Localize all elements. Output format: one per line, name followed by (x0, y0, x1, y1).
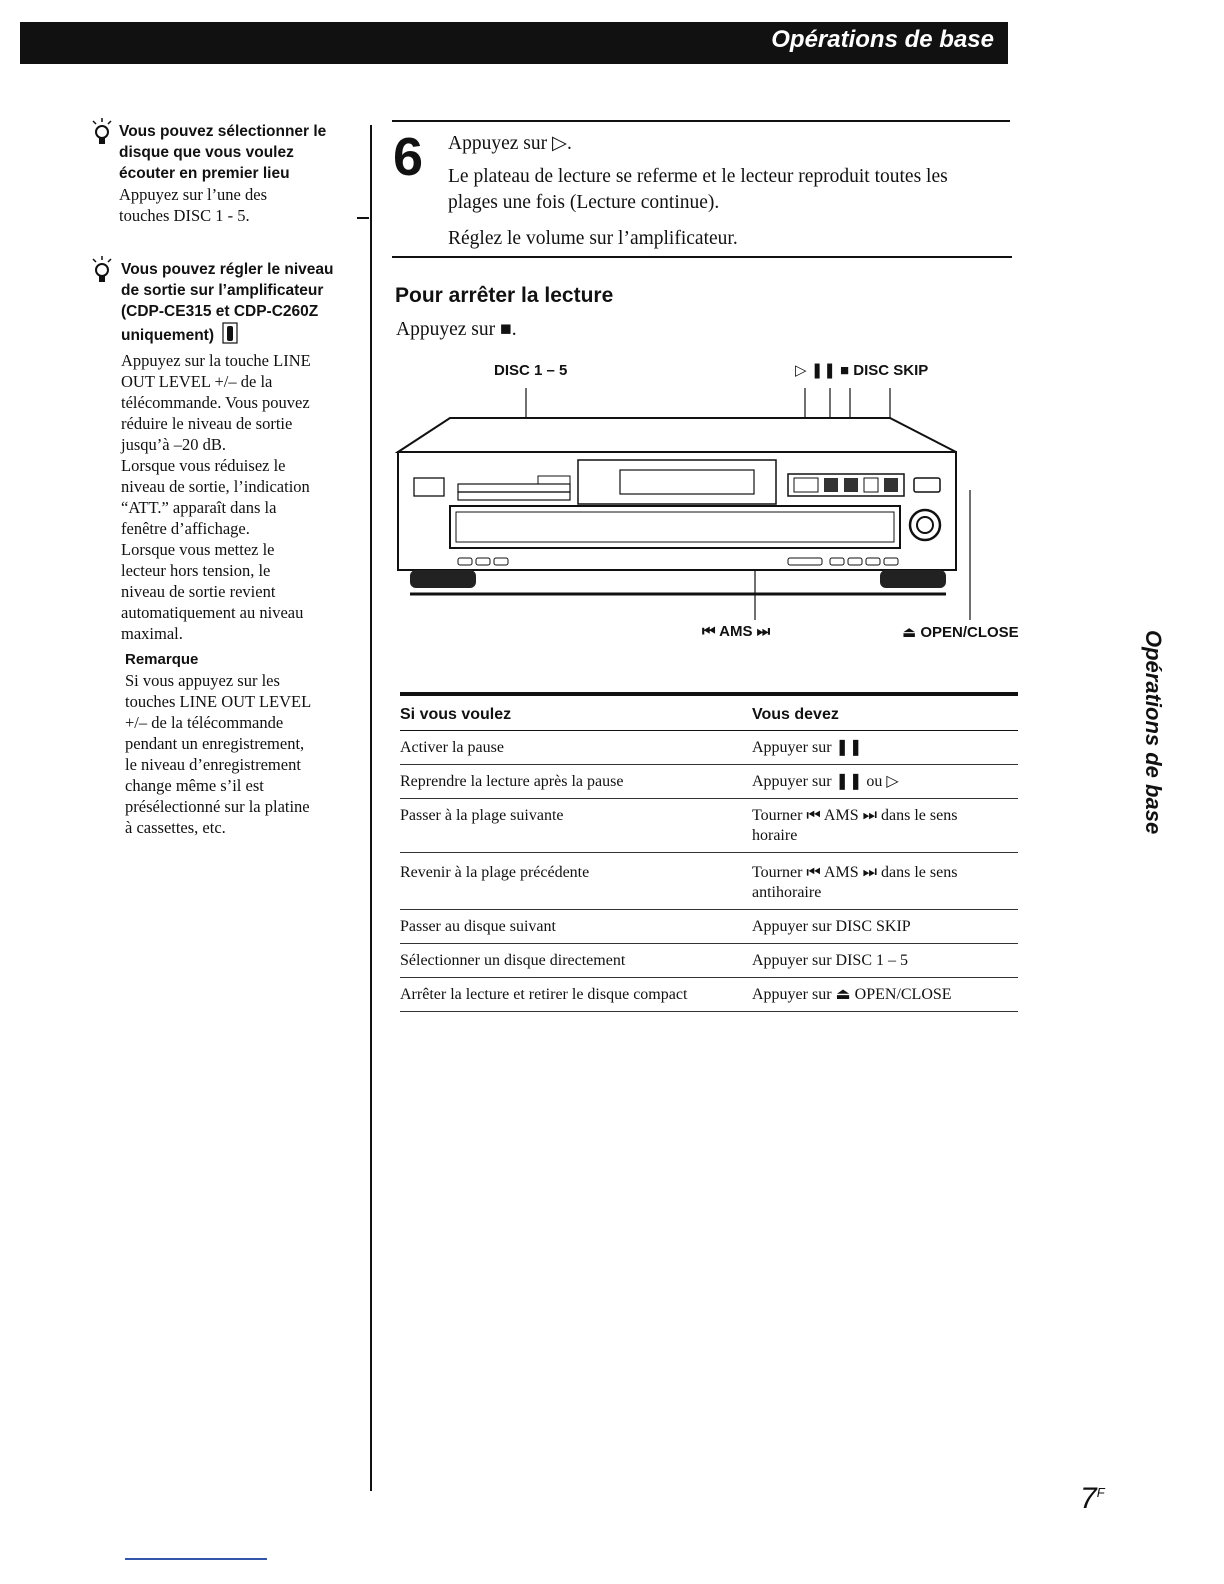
remark-body-line: pendant un enregistrement, (125, 734, 305, 753)
stop-section-title: Pour arrêter la lecture (395, 284, 614, 307)
page-number-suffix: F (1096, 1485, 1105, 1500)
step-description-line: Le plateau de lecture se referme et le lecteur reproduit toutes les (448, 166, 948, 187)
tip-2-body-line: fenêtre d’affichage. (121, 519, 250, 538)
table-cell: Reprendre la lecture après la pause (400, 765, 752, 799)
tip-1-body (119, 184, 349, 226)
table-row (400, 944, 1018, 978)
table-cell: Appuyer sur DISC 1 – 5 (752, 944, 1018, 978)
table-cell: Passer au disque suivant (400, 910, 752, 944)
tip-2-body-line: niveau de sortie revient (121, 582, 276, 601)
table-cell: Appuyer sur DISC SKIP (752, 910, 1018, 944)
remark-body-line: touches LINE OUT LEVEL (125, 692, 312, 711)
table-cell: Passer à la plage suivante (400, 799, 752, 853)
tip-2-body-line: niveau de sortie, l’indication (121, 477, 310, 496)
step-top-rule (392, 120, 1010, 122)
tip-1-heading-line: Vous pouvez sélectionner le (119, 123, 327, 140)
tip-2-heading-line: uniquement) (121, 322, 346, 350)
tip-2-body-line: maximal. (121, 624, 183, 643)
remark-body-line: change même s’il est (125, 776, 264, 795)
table-cell: Appuyer sur ⏏ OPEN/CLOSE (752, 978, 1018, 1012)
table-cell: Arrêter la lecture et retirer le disque compact (400, 978, 752, 1012)
remark-body-line: +/– de la télécommande (125, 713, 284, 732)
side-tab-text: Opérations de base (1141, 630, 1166, 835)
table-cell: Activer la pause (400, 731, 752, 765)
page-number-value: 7 (1080, 1482, 1097, 1515)
table-header-row (400, 694, 1018, 731)
tip-2-body-line: Lorsque vous mettez le (121, 540, 275, 559)
remark-title: Remarque (125, 651, 199, 668)
tip-bulb-icon (90, 256, 114, 293)
remark (125, 649, 350, 838)
tip-2-body-line: jusqu’à –20 dB. (121, 435, 226, 454)
table-cell: Sélectionner un disque directement (400, 944, 752, 978)
step-description-line: plages une fois (Lecture continue). (448, 192, 720, 213)
tip-2-heading-line: Vous pouvez régler le niveau (121, 261, 334, 278)
tip-bulb-icon (90, 118, 114, 155)
cd-player-illustration (390, 380, 990, 625)
header-title: Opérations de base (771, 26, 994, 53)
tip-1-body-line: touches DISC 1 - 5. (119, 206, 250, 225)
footer-line (125, 1558, 267, 1560)
remark-body-line: le niveau d’enregistrement (125, 755, 301, 774)
tip-1-body-line: Appuyez sur l’une des (119, 185, 268, 204)
tip-2-body-line: Appuyez sur la touche LINE (121, 351, 311, 370)
tip-1 (119, 121, 349, 226)
table-cell: Tourner ⏮ AMS ⏭ dans le sens horaire (752, 799, 1018, 853)
remark-body-line: à cassettes, etc. (125, 818, 226, 837)
tip-1-heading (119, 121, 349, 184)
tip-1-heading-line: disque que vous voulez (119, 144, 294, 161)
header-bar (20, 22, 1008, 64)
tip-1-heading-line: écouter en premier lieu (119, 165, 290, 182)
column-divider (370, 125, 372, 1491)
step-bottom-rule (392, 256, 1012, 258)
operations-table (400, 692, 1018, 1012)
tip-2-body-line: automatiquement au niveau (121, 603, 304, 622)
table-row (400, 731, 1018, 765)
label-disc-buttons: DISC 1 – 5 (494, 362, 568, 379)
stop-section-text: Appuyez sur ■. (396, 319, 517, 340)
table-row (400, 765, 1018, 799)
step-description (448, 164, 1018, 216)
page-number (1080, 1482, 1105, 1516)
step-title: Appuyez sur ▷. (448, 133, 572, 154)
table-row (400, 978, 1018, 1012)
tip-2-body-line: lecteur hors tension, le (121, 561, 271, 580)
table-cell: Tourner ⏮ AMS ⏭ dans le sens antihoraire (752, 853, 1018, 910)
label-play-controls: ▷ ❚❚ ■ DISC SKIP (795, 362, 929, 379)
tip-2-body-line: OUT LEVEL +/– de la (121, 372, 273, 391)
table-cell: Appuyer sur ❚❚ ou ▷ (752, 765, 1018, 799)
table-row (400, 853, 1018, 910)
remark-body-line: présélectionné sur la platine (125, 797, 310, 816)
tip-2-body-line: télécommande. Vous pouvez (121, 393, 310, 412)
table-header-cell: Si vous voulez (400, 694, 752, 731)
tip-2-body-line: “ATT.” apparaît dans la (121, 498, 277, 517)
tip-2-heading (121, 259, 346, 350)
label-open-close: ⏏ OPEN/CLOSE (902, 624, 1019, 641)
table-row (400, 910, 1018, 944)
remark-body-line: Si vous appuyez sur les (125, 671, 280, 690)
side-tab (1134, 630, 1174, 870)
table-cell: Appuyer sur ❚❚ (752, 731, 1018, 765)
tip-2 (121, 259, 346, 644)
tip-2-heading-line: (CDP-CE315 et CDP-C260Z (121, 303, 319, 320)
remark-body (125, 670, 350, 838)
remote-control-icon (222, 322, 238, 350)
step-number: 6 (393, 127, 424, 187)
tip-2-heading-line: de sortie sur l’amplificateur (121, 282, 324, 299)
tip-2-body-line: Lorsque vous réduisez le (121, 456, 286, 475)
table-row (400, 799, 1018, 853)
label-ams: ⏮ AMS ⏭ (702, 623, 771, 640)
table-header-cell: Vous devez (752, 694, 1018, 731)
divider-tick (357, 217, 369, 219)
step-note: Réglez le volume sur l’amplificateur. (448, 228, 738, 249)
tip-2-body-line: réduire le niveau de sortie (121, 414, 293, 433)
table-cell: Revenir à la plage précédente (400, 853, 752, 910)
tip-2-body (121, 350, 346, 644)
